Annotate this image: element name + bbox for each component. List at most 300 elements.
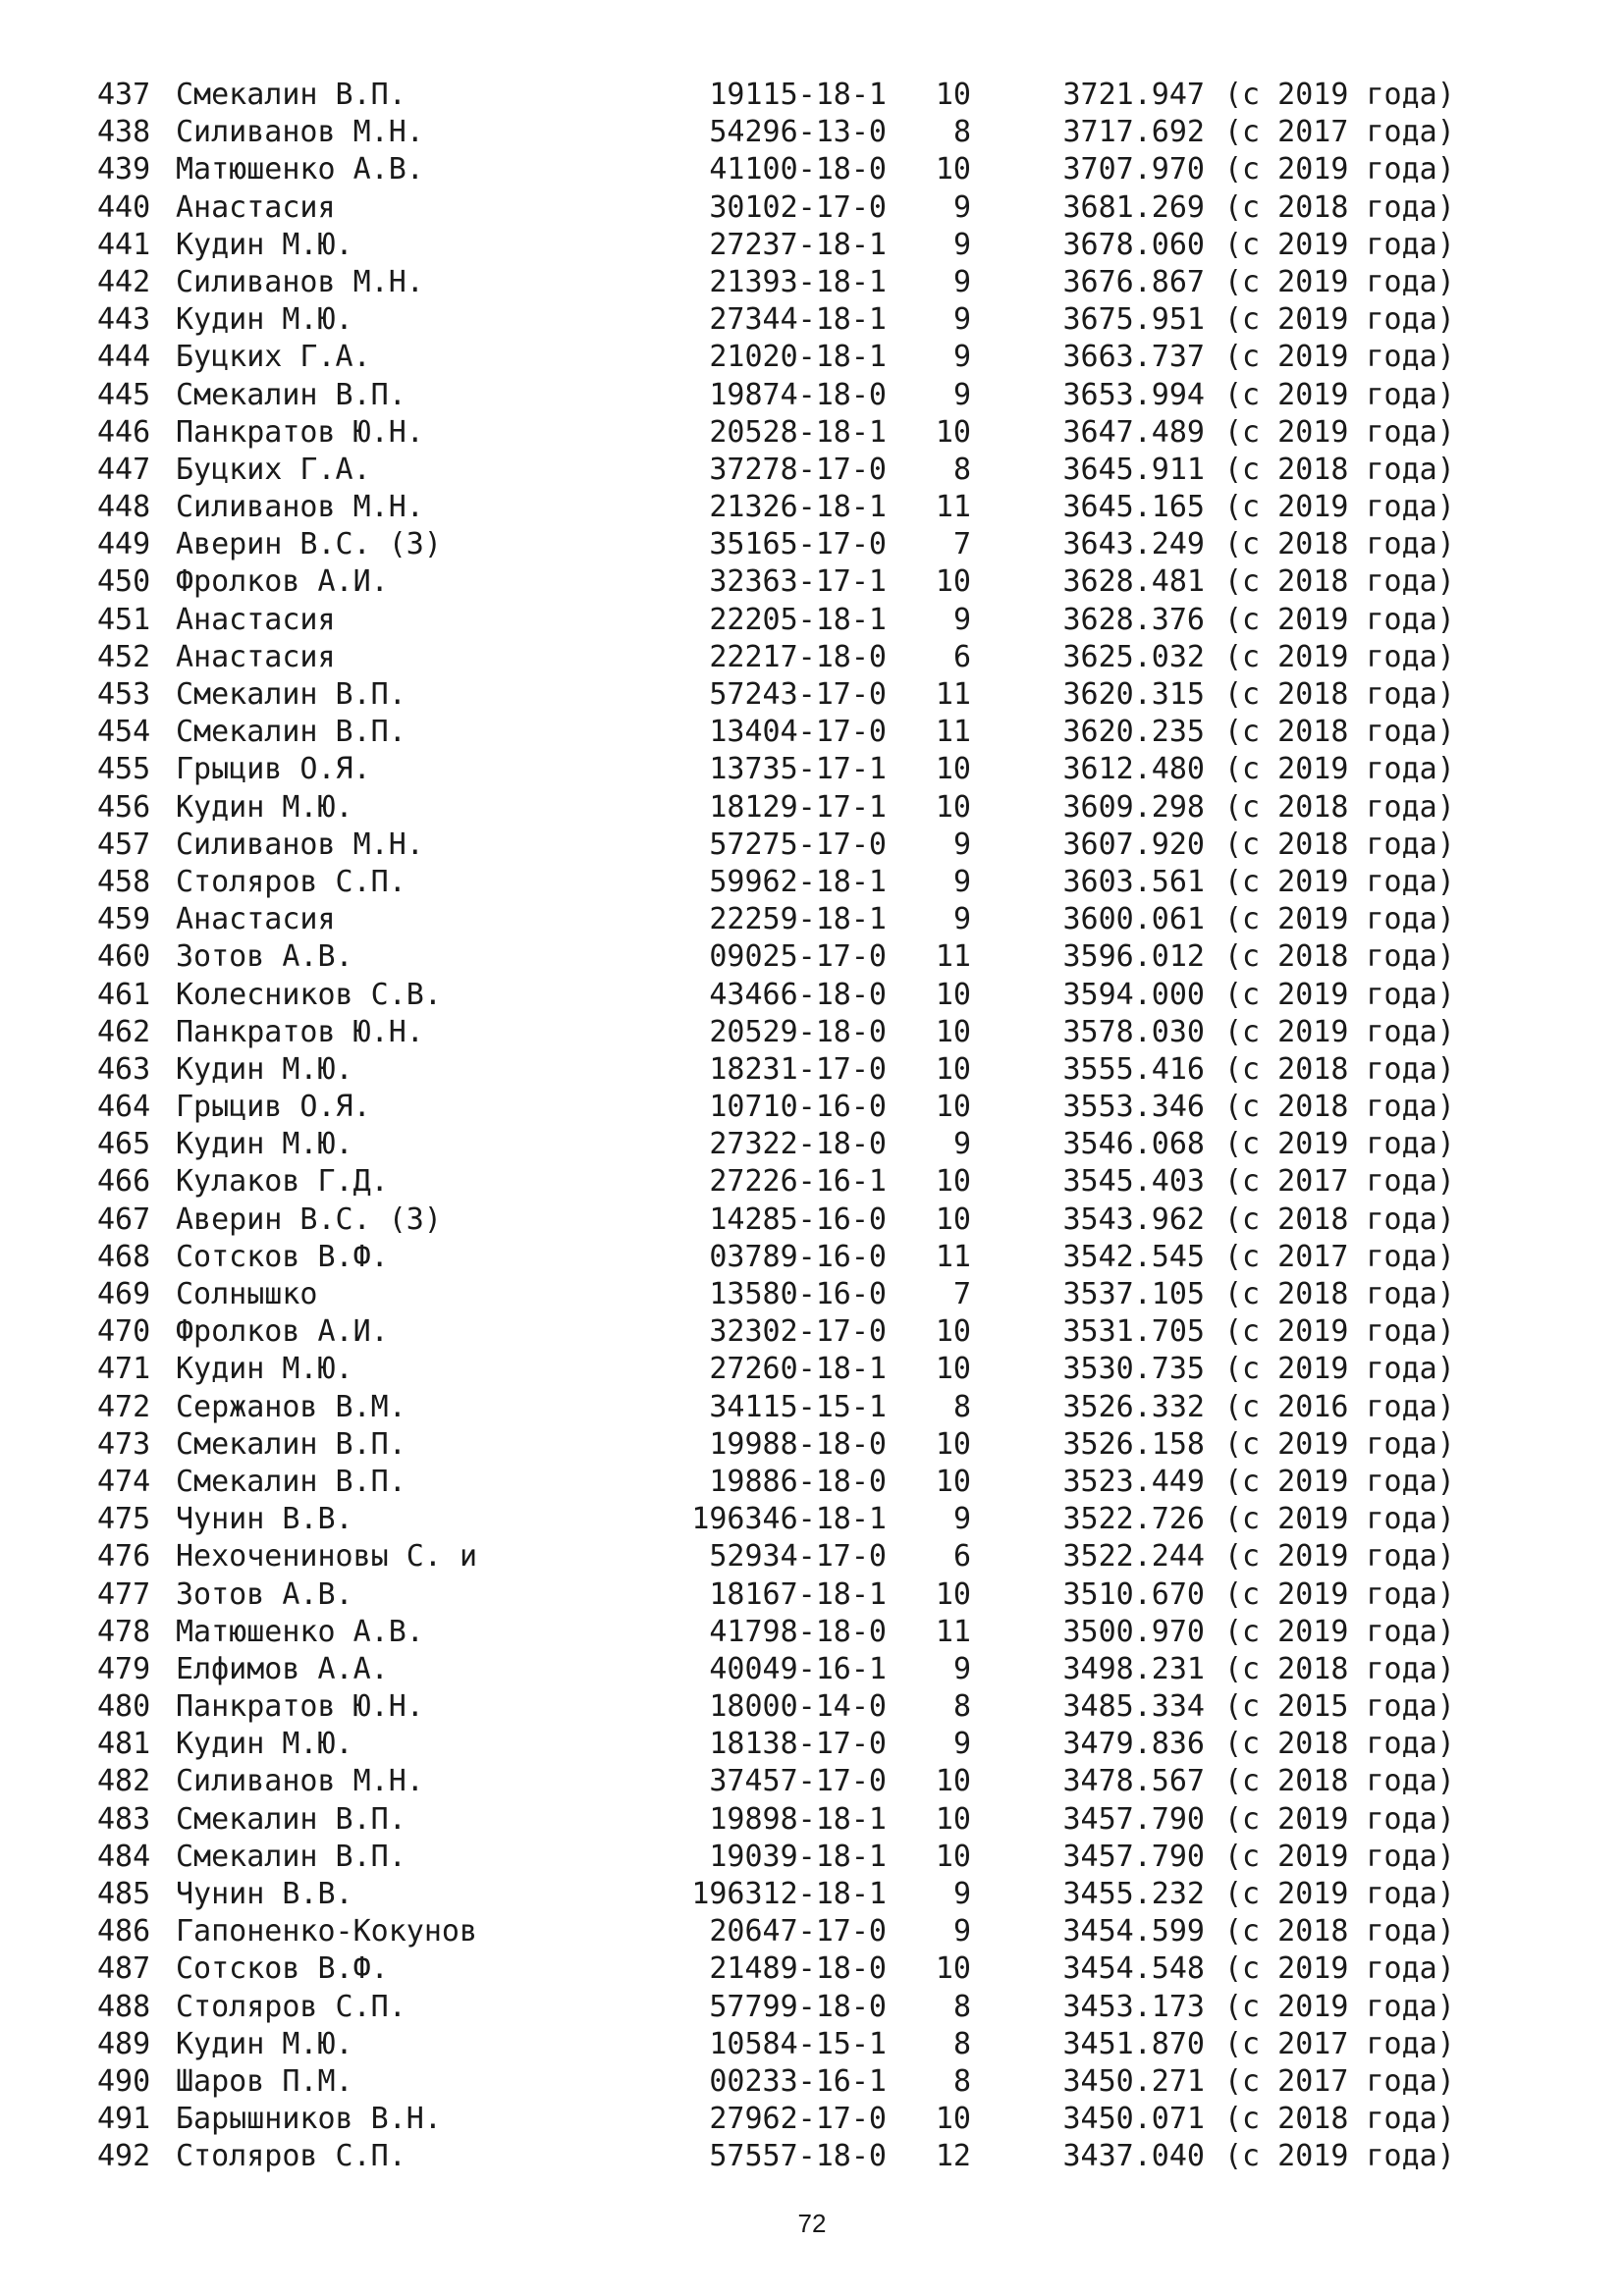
row-since: (с 2018 года)	[1224, 2102, 1455, 2137]
list-item	[97, 377, 1455, 414]
row-count: 11	[935, 490, 971, 525]
list-item	[97, 1313, 1455, 1351]
list-item	[97, 414, 1455, 452]
row-code: 32302-17-0	[709, 1314, 887, 1350]
row-count: 10	[935, 1352, 971, 1387]
row-score: 3663.737	[1062, 340, 1205, 375]
row-code: 27237-18-1	[709, 227, 887, 262]
row-score: 3643.249	[1062, 527, 1205, 562]
row-count: 11	[935, 1239, 971, 1274]
row-number: 437	[97, 78, 151, 112]
list-item	[97, 1389, 1455, 1426]
row-count: 10	[935, 1051, 971, 1087]
row-score: 3531.705	[1062, 1314, 1205, 1350]
row-name: Колесников С.В.	[176, 977, 442, 1012]
row-name: Смекалин В.П.	[176, 677, 406, 712]
row-code: 196346-18-1	[691, 1502, 887, 1537]
row-number: 469	[97, 1277, 151, 1311]
row-code: 30102-17-0	[709, 189, 887, 225]
row-since: (с 2019 года)	[1224, 639, 1455, 674]
row-name: Сержанов В.М.	[176, 1389, 406, 1424]
list-item	[97, 151, 1455, 188]
list-item	[97, 264, 1455, 301]
row-score: 3498.231	[1062, 1651, 1205, 1686]
row-since: (с 2017 года)	[1224, 2026, 1455, 2061]
row-number: 455	[97, 752, 151, 787]
row-name: Панкратов Ю.Н.	[176, 1689, 424, 1725]
row-count: 10	[935, 1576, 971, 1612]
row-since: (с 2015 года)	[1224, 1689, 1455, 1725]
row-name: Фролков А.И.	[176, 1314, 389, 1350]
row-count: 8	[952, 1689, 971, 1725]
row-number: 444	[97, 340, 151, 375]
row-code: 37457-17-0	[709, 1764, 887, 1799]
row-code: 09025-17-0	[709, 939, 887, 975]
row-name: Кудин М.Ю.	[176, 302, 353, 338]
row-code: 57243-17-0	[709, 677, 887, 712]
row-number: 481	[97, 1727, 151, 1762]
list-item	[97, 301, 1455, 339]
row-count: 8	[952, 115, 971, 150]
row-number: 462	[97, 1014, 151, 1049]
row-count: 10	[935, 789, 971, 825]
row-number: 466	[97, 1164, 151, 1200]
row-number: 475	[97, 1502, 151, 1537]
row-since: (с 2016 года)	[1224, 1389, 1455, 1424]
row-number: 449	[97, 527, 151, 562]
row-count: 10	[935, 1314, 971, 1350]
row-code: 21020-18-1	[709, 340, 887, 375]
row-score: 3526.332	[1062, 1389, 1205, 1424]
row-name: Панкратов Ю.Н.	[176, 1014, 424, 1049]
row-count: 9	[952, 1914, 971, 1949]
row-score: 3510.670	[1062, 1576, 1205, 1612]
row-score: 3609.298	[1062, 789, 1205, 825]
row-code: 20528-18-1	[709, 414, 887, 450]
row-name: Буцких Г.А.	[176, 340, 371, 375]
row-name: Зотов А.В.	[176, 939, 353, 975]
row-score: 3453.173	[1062, 1989, 1205, 2024]
row-name: Чунин В.В.	[176, 1502, 353, 1537]
list-item	[97, 1239, 1455, 1276]
list-item	[97, 864, 1455, 901]
row-since: (с 2019 года)	[1224, 1576, 1455, 1612]
row-since: (с 2018 года)	[1224, 452, 1455, 487]
row-code: 22259-18-1	[709, 902, 887, 937]
row-number: 438	[97, 115, 151, 150]
row-count: 10	[935, 1201, 971, 1237]
list-item	[97, 114, 1455, 151]
list-item	[97, 1614, 1455, 1651]
row-number: 491	[97, 2102, 151, 2137]
row-number: 476	[97, 1539, 151, 1575]
row-number: 439	[97, 152, 151, 187]
row-number: 456	[97, 789, 151, 825]
row-count: 9	[952, 902, 971, 937]
row-score: 3555.416	[1062, 1051, 1205, 1087]
row-code: 19115-18-1	[709, 78, 887, 112]
row-name: Панкратов Ю.Н.	[176, 414, 424, 450]
row-name: Смекалин В.П.	[176, 78, 406, 112]
row-score: 3543.962	[1062, 1201, 1205, 1237]
row-score: 3457.790	[1062, 1839, 1205, 1874]
row-since: (с 2019 года)	[1224, 1614, 1455, 1649]
row-name: Грыцив О.Я.	[176, 1090, 371, 1125]
row-number: 468	[97, 1239, 151, 1274]
list-item	[97, 1351, 1455, 1388]
row-number: 457	[97, 827, 151, 862]
row-name: Силиванов М.Н.	[176, 827, 424, 862]
row-count: 8	[952, 1989, 971, 2024]
row-code: 32363-17-1	[709, 564, 887, 600]
list-item	[97, 1651, 1455, 1688]
row-count: 9	[952, 377, 971, 412]
row-name: Силиванов М.Н.	[176, 1764, 424, 1799]
list-item	[97, 1576, 1455, 1614]
list-item	[97, 2063, 1455, 2101]
row-code: 19874-18-0	[709, 377, 887, 412]
row-name: Смекалин В.П.	[176, 1839, 406, 1874]
row-code: 19988-18-0	[709, 1426, 887, 1462]
row-name: Смекалин В.П.	[176, 1464, 406, 1499]
row-score: 3612.480	[1062, 752, 1205, 787]
row-count: 10	[935, 414, 971, 450]
row-code: 03789-16-0	[709, 1239, 887, 1274]
row-since: (с 2018 года)	[1224, 939, 1455, 975]
list-item	[97, 602, 1455, 639]
list-item	[97, 676, 1455, 714]
row-count: 9	[952, 264, 971, 299]
row-score: 3553.346	[1062, 1090, 1205, 1125]
row-code: 20647-17-0	[709, 1914, 887, 1949]
list-item	[97, 1089, 1455, 1126]
row-number: 479	[97, 1651, 151, 1686]
row-name: Буцких Г.А.	[176, 452, 371, 487]
list-item	[97, 1276, 1455, 1313]
row-count: 10	[935, 1764, 971, 1799]
row-score: 3620.315	[1062, 677, 1205, 712]
row-name: Барышников В.Н.	[176, 2102, 442, 2137]
row-score: 3647.489	[1062, 414, 1205, 450]
row-since: (с 2017 года)	[1224, 1164, 1455, 1200]
row-score: 3594.000	[1062, 977, 1205, 1012]
row-since: (с 2019 года)	[1224, 1502, 1455, 1537]
row-count: 11	[935, 715, 971, 750]
row-number: 463	[97, 1051, 151, 1087]
row-score: 3545.403	[1062, 1164, 1205, 1200]
row-code: 18231-17-0	[709, 1051, 887, 1087]
row-name: Смекалин В.П.	[176, 1801, 406, 1837]
row-score: 3675.951	[1062, 302, 1205, 338]
row-count: 9	[952, 864, 971, 899]
row-code: 22217-18-0	[709, 639, 887, 674]
row-number: 472	[97, 1389, 151, 1424]
row-name: Кудин М.Ю.	[176, 1127, 353, 1162]
list-item	[97, 2026, 1455, 2063]
row-since: (с 2018 года)	[1224, 715, 1455, 750]
row-name: Солнышко	[176, 1277, 318, 1311]
row-name: Силиванов М.Н.	[176, 264, 424, 299]
list-item	[97, 639, 1455, 676]
row-number: 451	[97, 602, 151, 637]
list-item	[97, 1763, 1455, 1800]
row-since: (с 2018 года)	[1224, 677, 1455, 712]
row-name: Смекалин В.П.	[176, 377, 406, 412]
row-score: 3478.567	[1062, 1764, 1205, 1799]
row-code: 10710-16-0	[709, 1090, 887, 1125]
list-item	[97, 1126, 1455, 1163]
list-item	[97, 977, 1455, 1014]
row-since: (с 2018 года)	[1224, 1764, 1455, 1799]
list-item	[97, 1950, 1455, 1988]
row-code: 00233-16-1	[709, 2063, 887, 2099]
row-since: (с 2019 года)	[1224, 1951, 1455, 1987]
row-number: 474	[97, 1464, 151, 1499]
row-score: 3522.244	[1062, 1539, 1205, 1575]
row-since: (с 2019 года)	[1224, 602, 1455, 637]
row-number: 480	[97, 1689, 151, 1725]
row-number: 467	[97, 1201, 151, 1237]
row-number: 473	[97, 1426, 151, 1462]
row-code: 19898-18-1	[709, 1801, 887, 1837]
row-code: 20529-18-0	[709, 1014, 887, 1049]
list-item	[97, 1538, 1455, 1575]
row-name: Кулаков Г.Д.	[176, 1164, 389, 1200]
row-score: 3607.920	[1062, 827, 1205, 862]
row-name: Смекалин В.П.	[176, 715, 406, 750]
row-count: 10	[935, 78, 971, 112]
row-code: 27226-16-1	[709, 1164, 887, 1200]
list-item	[97, 489, 1455, 526]
row-name: Аверин В.С. (З)	[176, 527, 442, 562]
row-count: 6	[952, 639, 971, 674]
row-name: Матюшенко А.В.	[176, 152, 424, 187]
list-item	[97, 1464, 1455, 1501]
row-count: 11	[935, 1614, 971, 1649]
list-item	[97, 1426, 1455, 1464]
row-count: 9	[952, 827, 971, 862]
row-code: 43466-18-0	[709, 977, 887, 1012]
row-score: 3526.158	[1062, 1426, 1205, 1462]
row-number: 442	[97, 264, 151, 299]
list-item	[97, 77, 1455, 114]
row-score: 3455.232	[1062, 1877, 1205, 1911]
row-number: 446	[97, 414, 151, 450]
list-item	[97, 2101, 1455, 2138]
row-count: 8	[952, 2026, 971, 2061]
row-number: 450	[97, 564, 151, 600]
row-number: 486	[97, 1914, 151, 1949]
row-number: 465	[97, 1127, 151, 1162]
row-since: (с 2019 года)	[1224, 1989, 1455, 2024]
row-since: (с 2017 года)	[1224, 2063, 1455, 2099]
row-since: (с 2019 года)	[1224, 902, 1455, 937]
row-since: (с 2019 года)	[1224, 78, 1455, 112]
row-score: 3678.060	[1062, 227, 1205, 262]
row-name: Кудин М.Ю.	[176, 1727, 353, 1762]
row-since: (с 2019 года)	[1224, 1801, 1455, 1837]
row-code: 54296-13-0	[709, 115, 887, 150]
row-score: 3537.105	[1062, 1277, 1205, 1311]
row-score: 3676.867	[1062, 264, 1205, 299]
row-number: 453	[97, 677, 151, 712]
row-number: 477	[97, 1576, 151, 1612]
row-score: 3578.030	[1062, 1014, 1205, 1049]
row-count: 9	[952, 1651, 971, 1686]
row-since: (с 2019 года)	[1224, 1539, 1455, 1575]
row-count: 9	[952, 302, 971, 338]
row-number: 482	[97, 1764, 151, 1799]
row-code: 37278-17-0	[709, 452, 887, 487]
row-score: 3628.376	[1062, 602, 1205, 637]
row-code: 41100-18-0	[709, 152, 887, 187]
row-code: 19039-18-1	[709, 1839, 887, 1874]
row-since: (с 2019 года)	[1224, 1877, 1455, 1911]
row-code: 21393-18-1	[709, 264, 887, 299]
row-since: (с 2019 года)	[1224, 977, 1455, 1012]
row-name: Анастасия	[176, 639, 336, 674]
row-name: Кудин М.Ю.	[176, 227, 353, 262]
row-since: (с 2019 года)	[1224, 1014, 1455, 1049]
row-number: 458	[97, 864, 151, 899]
row-name: Анастасия	[176, 602, 336, 637]
row-code: 13580-16-0	[709, 1277, 887, 1311]
row-code: 19886-18-0	[709, 1464, 887, 1499]
row-name: Шаров П.М.	[176, 2063, 353, 2099]
row-name: Чунин В.В.	[176, 1877, 353, 1911]
row-since: (с 2018 года)	[1224, 1651, 1455, 1686]
row-since: (с 2018 года)	[1224, 1090, 1455, 1125]
row-name: Нехоченинoвы С. и	[176, 1539, 478, 1575]
list-item	[97, 1688, 1455, 1726]
list-item	[97, 563, 1455, 601]
row-name: Фролков А.И.	[176, 564, 389, 600]
row-score: 3451.870	[1062, 2026, 1205, 2061]
list-item	[97, 789, 1455, 827]
row-number: 488	[97, 1989, 151, 2024]
row-count: 7	[952, 1277, 971, 1311]
row-since: (с 2019 года)	[1224, 864, 1455, 899]
row-count: 9	[952, 227, 971, 262]
list-item	[97, 1839, 1455, 1876]
row-score: 3645.165	[1062, 490, 1205, 525]
row-count: 10	[935, 1164, 971, 1200]
row-since: (с 2018 года)	[1224, 789, 1455, 825]
row-count: 9	[952, 1127, 971, 1162]
row-number: 471	[97, 1352, 151, 1387]
row-count: 6	[952, 1539, 971, 1575]
row-score: 3596.012	[1062, 939, 1205, 975]
row-number: 443	[97, 302, 151, 338]
row-number: 490	[97, 2063, 151, 2099]
row-since: (с 2019 года)	[1224, 264, 1455, 299]
row-since: (с 2017 года)	[1224, 1239, 1455, 1274]
row-count: 10	[935, 1090, 971, 1125]
list-item	[97, 714, 1455, 751]
row-name: Зотов А.В.	[176, 1576, 353, 1612]
row-name: Кудин М.Ю.	[176, 789, 353, 825]
row-name: Анастасия	[176, 189, 336, 225]
row-since: (с 2019 года)	[1224, 1127, 1455, 1162]
row-code: 27322-18-0	[709, 1127, 887, 1162]
row-name: Кудин М.Ю.	[176, 1051, 353, 1087]
page-number: 72	[797, 2209, 827, 2238]
row-since: (с 2019 года)	[1224, 1352, 1455, 1387]
list-item	[97, 526, 1455, 563]
row-score: 3681.269	[1062, 189, 1205, 225]
row-count: 8	[952, 452, 971, 487]
row-since: (с 2019 года)	[1224, 227, 1455, 262]
ranking-list	[97, 77, 1455, 2176]
row-code: 22205-18-1	[709, 602, 887, 637]
row-count: 11	[935, 677, 971, 712]
row-code: 18000-14-0	[709, 1689, 887, 1725]
row-score: 3721.947	[1062, 78, 1205, 112]
row-name: Матюшенко А.В.	[176, 1614, 424, 1649]
list-item	[97, 2138, 1455, 2175]
row-code: 18129-17-1	[709, 789, 887, 825]
row-count: 9	[952, 189, 971, 225]
row-count: 10	[935, 1801, 971, 1837]
list-item	[97, 1051, 1455, 1089]
row-code: 21326-18-1	[709, 490, 887, 525]
row-code: 18167-18-1	[709, 1576, 887, 1612]
row-score: 3522.726	[1062, 1502, 1205, 1537]
row-score: 3479.836	[1062, 1727, 1205, 1762]
row-since: (с 2019 года)	[1224, 377, 1455, 412]
row-code: 27344-18-1	[709, 302, 887, 338]
row-code: 196312-18-1	[691, 1877, 887, 1911]
row-since: (с 2019 года)	[1224, 414, 1455, 450]
row-code: 21489-18-0	[709, 1951, 887, 1987]
list-item	[97, 751, 1455, 788]
row-score: 3620.235	[1062, 715, 1205, 750]
row-since: (с 2019 года)	[1224, 1426, 1455, 1462]
list-item	[97, 901, 1455, 938]
row-name: Столяров С.П.	[176, 1989, 406, 2024]
row-number: 454	[97, 715, 151, 750]
row-code: 57799-18-0	[709, 1989, 887, 2024]
list-item	[97, 1163, 1455, 1201]
row-since: (с 2018 года)	[1224, 1914, 1455, 1949]
row-score: 3707.970	[1062, 152, 1205, 187]
row-score: 3454.599	[1062, 1914, 1205, 1949]
row-count: 9	[952, 1727, 971, 1762]
row-number: 445	[97, 377, 151, 412]
list-item	[97, 1726, 1455, 1763]
row-name: Смекалин В.П.	[176, 1426, 406, 1462]
row-count: 10	[935, 1464, 971, 1499]
list-item	[97, 1876, 1455, 1913]
row-since: (с 2019 года)	[1224, 1839, 1455, 1874]
row-name: Анастасия	[176, 902, 336, 937]
row-code: 41798-18-0	[709, 1614, 887, 1649]
row-count: 11	[935, 939, 971, 975]
row-score: 3542.545	[1062, 1239, 1205, 1274]
row-name: Сотсков В.Ф.	[176, 1239, 389, 1274]
row-score: 3523.449	[1062, 1464, 1205, 1499]
row-number: 483	[97, 1801, 151, 1837]
row-number: 460	[97, 939, 151, 975]
list-item	[97, 827, 1455, 864]
row-since: (с 2018 года)	[1224, 1051, 1455, 1087]
list-item	[97, 938, 1455, 976]
row-number: 492	[97, 2139, 151, 2174]
row-number: 448	[97, 490, 151, 525]
row-count: 10	[935, 1951, 971, 1987]
row-number: 440	[97, 189, 151, 225]
row-code: 10584-15-1	[709, 2026, 887, 2061]
